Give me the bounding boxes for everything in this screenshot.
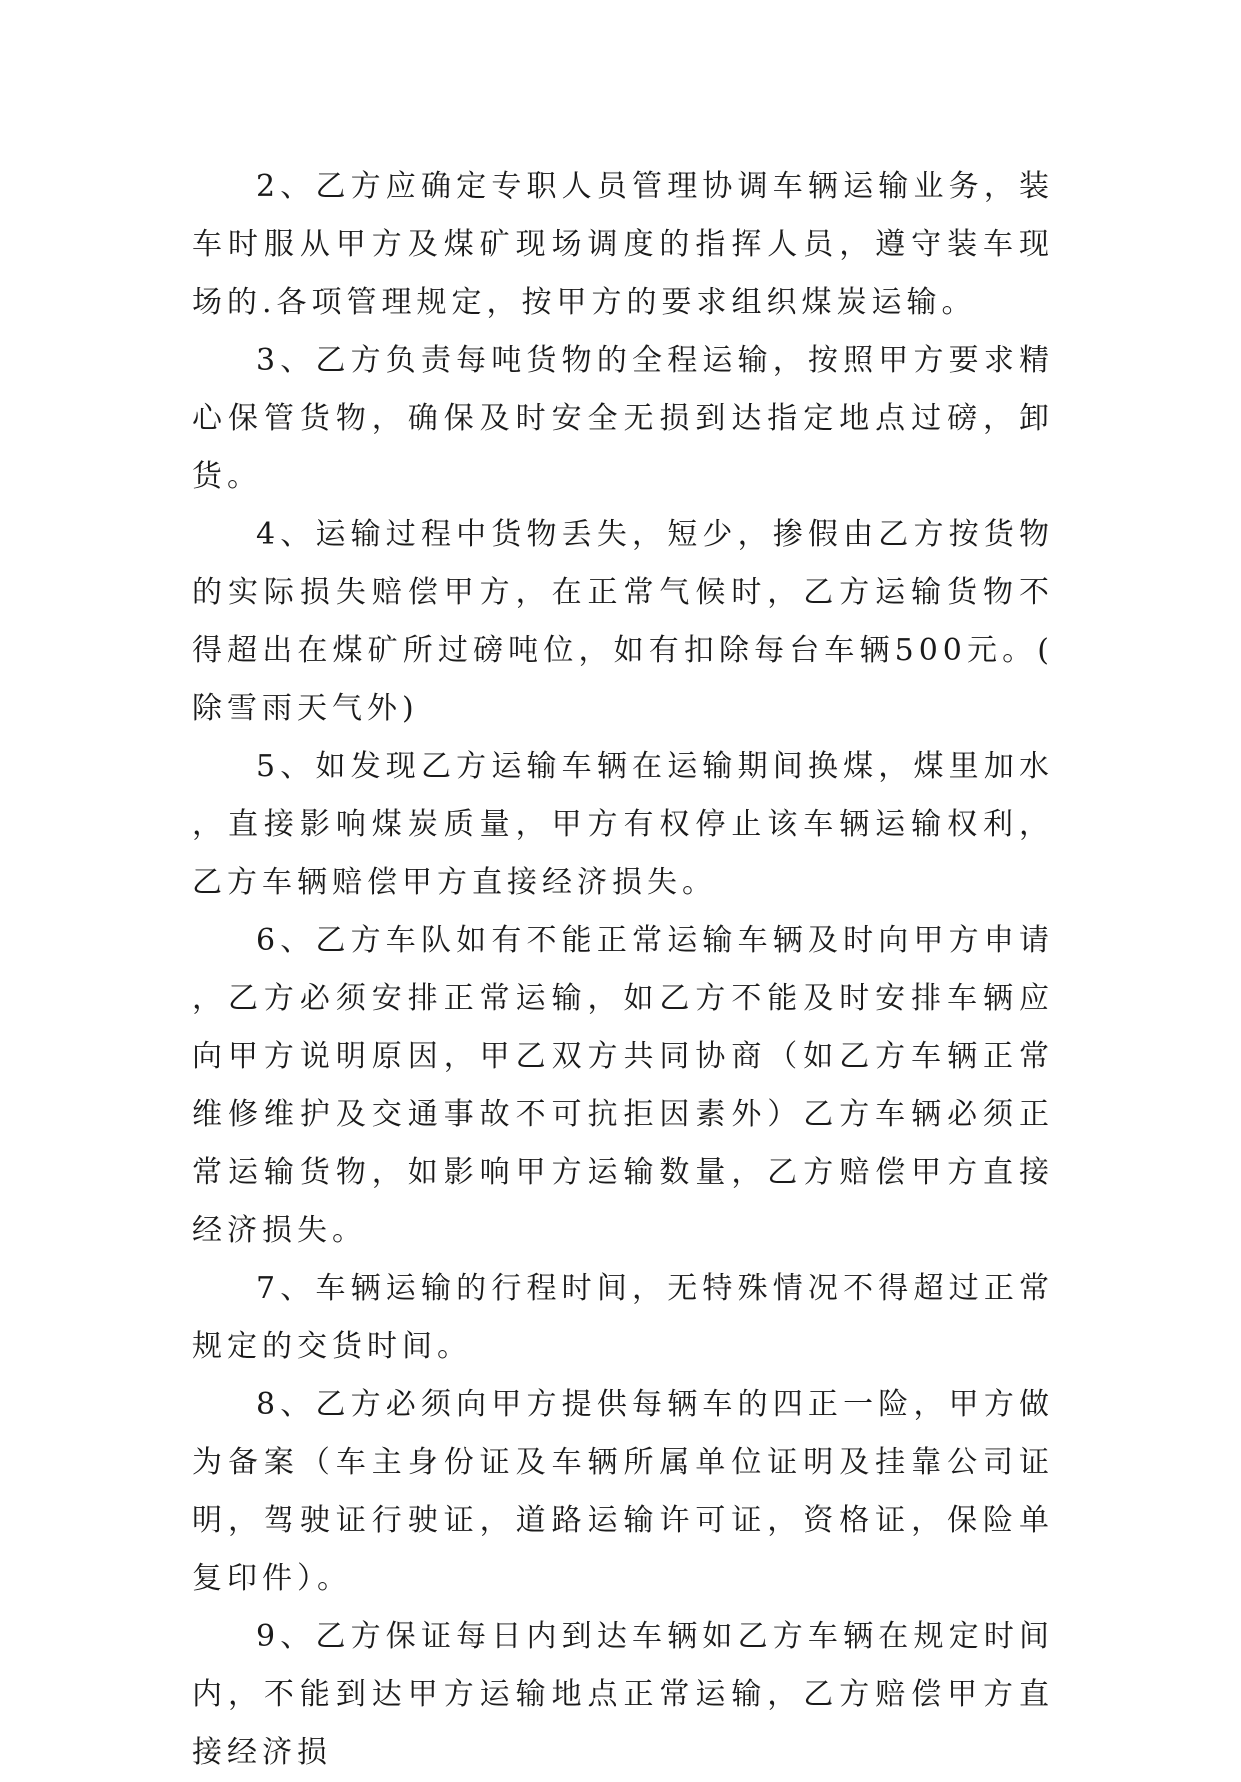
- clause-3: 3、乙方负责每吨货物的全程运输，按照甲方要求精心保管货物，确保及时安全无损到达指定地点过磅，卸货。: [192, 343, 1054, 494]
- clause-7: 7、车辆运输的行程时间，无特殊情况不得超过正常规定的交货时间。: [192, 1271, 1054, 1364]
- clause-8: 8、乙方必须向甲方提供每辆车的四正一险，甲方做为备案（车主身份证及车辆所属单位证明及挂靠公司证明，驾驶证行驶证，道路运输许可证，资格证，保险单复印件）。: [192, 1387, 1054, 1596]
- clause-5: 5、如发现乙方运输车辆在运输期间换煤，煤里加水，直接影响煤炭质量，甲方有权停止该车辆运输权利，乙方车辆赔偿甲方直接经济损失。: [192, 749, 1054, 900]
- clause-2: 2、乙方应确定专职人员管理协调车辆运输业务，装车时服从甲方及煤矿现场调度的指挥人员，遵守装车现场的.各项管理规定，按甲方的要求组织煤炭运输。: [192, 169, 1054, 320]
- document-body: [192, 158, 1054, 1782]
- clause-6: 6、乙方车队如有不能正常运输车辆及时向甲方申请，乙方必须安排正常运输，如乙方不能及时安排车辆应向甲方说明原因，甲乙双方共同协商（如乙方车辆正常维修维护及交通事故不可抗拒因素外）乙方车辆必须正常运输货物，如影响甲方运输数量，乙方赔偿甲方直接经济损失。: [192, 923, 1054, 1248]
- clause-4: 4、运输过程中货物丢失，短少，掺假由乙方按货物的实际损失赔偿甲方，在正常气候时，乙方运输货物不得超出在煤矿所过磅吨位，如有扣除每台车辆500元。(除雪雨天气外): [192, 517, 1054, 726]
- clause-9: 9、乙方保证每日内到达车辆如乙方车辆在规定时间内，不能到达甲方运输地点正常运输，乙方赔偿甲方直接经济损: [192, 1619, 1054, 1770]
